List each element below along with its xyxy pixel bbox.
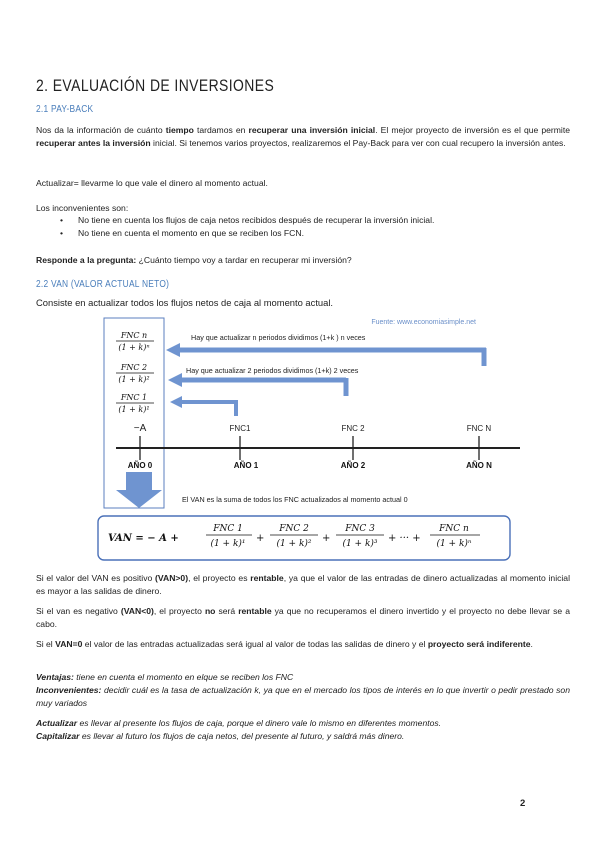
timeline-label-fnc1: FNC1 bbox=[229, 424, 251, 433]
responde-line: Responde a la pregunta: ¿Cuánto tiempo voy a tardar en recuperar mi inversión? bbox=[36, 255, 352, 265]
arrow-1-head-icon bbox=[170, 396, 182, 408]
actualizar-definition: Actualizar= llevarme lo que vale el dinero al momento actual. bbox=[36, 178, 268, 188]
section-heading-van: 2.2 VAN (VALOR ACTUAL NETO) bbox=[36, 278, 170, 290]
timeline-label-fncn: FNC N bbox=[466, 424, 492, 433]
formula-last-den: (1 + k)ⁿ bbox=[436, 539, 472, 549]
formula-term2-num: FNC 2 bbox=[279, 524, 309, 534]
timeline-year-0: AÑO 0 bbox=[127, 461, 153, 470]
formula-term3-den: (1 + k)³ bbox=[342, 539, 378, 549]
arrow-n-label: Hay que actualizar n periodos dividimos (1+k ) n veces bbox=[191, 333, 366, 342]
frac-n-num: FNC n bbox=[120, 331, 148, 340]
frac-1-den: (1 + k)¹ bbox=[118, 405, 150, 414]
formula-term1-num: FNC 1 bbox=[213, 524, 243, 534]
timeline-label-a: −A bbox=[133, 423, 147, 434]
frac-1-num: FNC 1 bbox=[120, 393, 148, 402]
formula-last-num: FNC n bbox=[439, 524, 469, 534]
page-number: 2 bbox=[520, 798, 526, 809]
timeline-label-fnc2: FNC 2 bbox=[341, 424, 365, 433]
list-item: • No tiene en cuenta los flujos de caja netos recibidos después de recuperar la inversión inicial. bbox=[58, 214, 434, 227]
van-diagram bbox=[96, 316, 536, 566]
arrow-2-head-icon bbox=[168, 373, 182, 387]
van-intro: Consiste en actualizar todos los flujos netos de caja al momento actual. bbox=[36, 297, 334, 308]
list-item: • No tiene en cuenta el momento en que se reciben los FCN. bbox=[58, 227, 434, 240]
timeline-year-1: AÑO 1 bbox=[233, 461, 259, 470]
van-negative-paragraph: Si el van es negativo (VAN<0), el proyecto no será rentable ya que no recuperamos el dinero invertido y el proyecto no debe llevar se a cabo. bbox=[36, 606, 571, 629]
formula-lhs: VAN = − A + bbox=[108, 533, 179, 544]
payback-paragraph: Nos da la información de cuánto tiempo tardamos en recuperar una inversión inicial. El mejor proyecto de inversión es el que permite recuperar antes la inversión inicial. Si tenemos varios proyectos, realizaremos el Pay-Back para ver con cual recupero la inversión antes. bbox=[36, 125, 571, 148]
timeline-year-2: AÑO 2 bbox=[340, 461, 366, 470]
arrow-2-label: Hay que actualizar 2 periodos dividimos (1+k) 2 veces bbox=[186, 366, 359, 375]
svg-text:+: + bbox=[322, 533, 331, 544]
capitalizar-paragraph: Capitalizar es llevar al futuro los flujos de caja netos, del presente al futuro, y saldrá más dinero. bbox=[36, 731, 405, 741]
svg-text:+: + bbox=[256, 533, 265, 544]
arrow-n-head-icon bbox=[166, 343, 180, 357]
page-title: 2. EVALUACIÓN DE INVERSIONES bbox=[36, 76, 275, 95]
timeline-year-n: AÑO N bbox=[466, 461, 492, 470]
formula-term3-num: FNC 3 bbox=[345, 524, 375, 534]
section-heading-payback: 2.1 PAY-BACK bbox=[36, 103, 94, 115]
van-positive-paragraph: Si el valor del VAN es positivo (VAN>0), el proyecto es rentable, ya que el valor de las entradas de dinero actualizadas al momento inicial es mayor a las salidas de dinero. bbox=[36, 573, 570, 596]
van-zero-paragraph: Si el VAN=0 el valor de las entradas actualizadas será igual al valor de todas las salidas de dinero y el proyecto será indiferente. bbox=[36, 639, 533, 649]
frac-2-den: (1 + k)² bbox=[118, 375, 150, 384]
ventajas-line: Ventajas: tiene en cuenta el momento en elque se reciben los FNC bbox=[36, 672, 294, 682]
van-summary: El VAN es la suma de todos los FNC actualizados al momento actual 0 bbox=[182, 495, 408, 504]
inconvenientes-paragraph: Inconvenientes: decidir cuál es la tasa de actualización k, ya que en el mercado los tipos de interés en lo que invertir o pedir prestado son muy variados bbox=[36, 685, 570, 708]
down-arrow-icon bbox=[116, 472, 162, 508]
frac-n-den: (1 + k)ⁿ bbox=[118, 343, 150, 352]
figure-source: Fuente: www.economiasimple.net bbox=[371, 319, 476, 326]
inconvenientes-list bbox=[58, 214, 434, 240]
formula-ellipsis: + ··· + bbox=[388, 533, 421, 544]
frac-2-num: FNC 2 bbox=[120, 363, 148, 372]
formula-term2-den: (1 + k)² bbox=[276, 539, 312, 549]
actualizar-paragraph: Actualizar es llevar al presente los flujos de caja, porque el dinero vale lo mismo en diferentes momentos. bbox=[36, 718, 442, 728]
formula-term1-den: (1 + k)¹ bbox=[210, 539, 246, 549]
inconvenientes-label: Los inconvenientes son: bbox=[36, 203, 129, 213]
